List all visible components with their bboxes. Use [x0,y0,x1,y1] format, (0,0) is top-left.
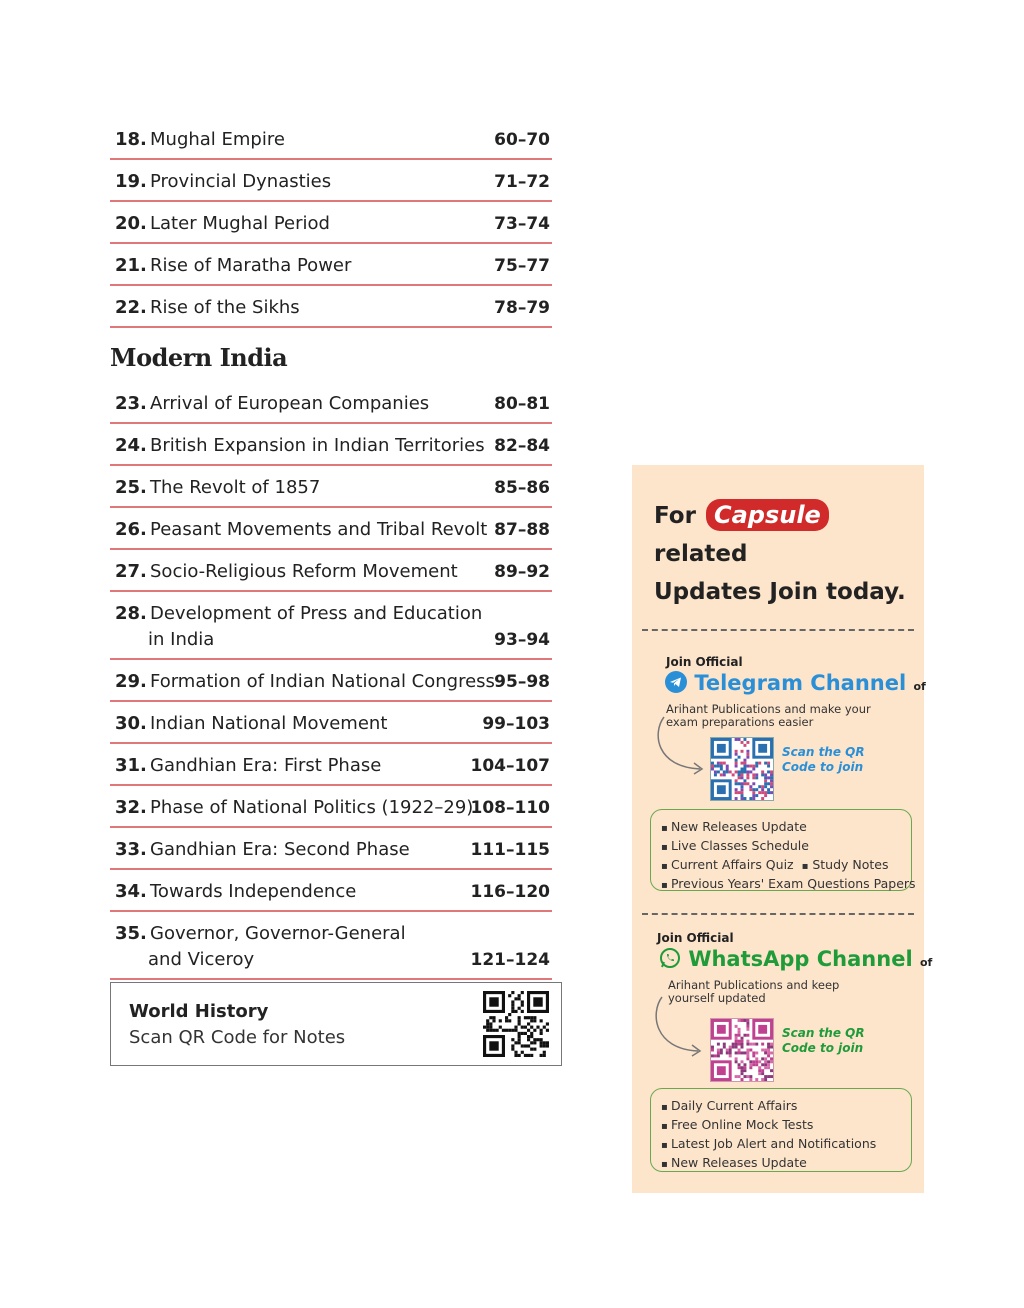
list-item: ▪ Daily Current Affairs [661,1097,905,1116]
whatsapp-of: of [919,956,933,969]
toc-row[interactable] [110,246,552,286]
toc-row[interactable] [110,914,552,980]
chapter-number: 23. [115,393,147,414]
page-range: 87–88 [494,520,550,540]
promo-panel [632,465,933,1193]
page-range: 80–81 [494,394,550,414]
chapter-number: 29. [115,671,147,692]
toc-row[interactable] [110,704,552,744]
telegram-desc: Arihant Publications and make your exam preparations easier [666,702,871,729]
whatsapp-qr-icon[interactable] [710,1018,774,1082]
whatsapp-desc: Arihant Publications and keep yourself updated [668,978,840,1005]
whatsapp-channel-name: WhatsApp Channel [688,947,913,971]
chapter-title: Mughal Empire [150,129,285,150]
telegram-channel-title[interactable] [665,671,926,695]
telegram-channel-name: Telegram Channel [694,671,907,695]
promo-related: related [654,541,748,567]
page-range: 78–79 [494,298,550,318]
list-item: ▪ New Releases Update [661,1154,905,1173]
list-item: ▪ Free Online Mock Tests [661,1116,905,1135]
toc-row[interactable] [110,468,552,508]
page-range: 85–86 [494,478,550,498]
chapter-number: 18. [115,129,147,150]
chapter-number: 24. [115,435,147,456]
chapter-number: 26. [115,519,147,540]
list-item: ▪ New Releases Update [661,818,905,837]
chapter-title: Arrival of European Companies [150,393,430,414]
chapter-number: 27. [115,561,147,582]
toc-row[interactable] [110,746,552,786]
chapter-title: Later Mughal Period [150,213,330,234]
chapter-title: British Expansion in Indian Territories [150,435,485,456]
chapter-number: 25. [115,477,147,498]
chapter-title: Peasant Movements and Tribal Revolt [150,519,488,540]
telegram-icon [665,671,687,693]
telegram-scan-line2: Code to join [782,760,864,774]
chapter-title: Towards Independence [150,881,357,902]
divider [642,629,914,631]
telegram-of: of [913,680,926,693]
chapter-number: 22. [115,297,147,318]
chapter-number: 35. [115,923,147,944]
promo-headline [654,497,924,611]
toc-row[interactable] [110,788,552,828]
page-range: 116–120 [470,882,550,902]
chapter-number: 28. [115,603,147,624]
chapter-title: Socio-Religious Reform Movement [150,561,458,582]
chapter-title: Development of Press and Education [150,603,483,624]
whatsapp-icon [659,947,681,969]
chapter-title: Governor, Governor-General [150,923,406,944]
promo-for: For [654,503,696,529]
toc-row[interactable] [110,288,552,328]
toc-row[interactable] [110,872,552,912]
chapter-number: 30. [115,713,147,734]
curved-arrow-icon [650,995,706,1059]
capsule-logo: Capsule [706,499,829,531]
whatsapp-join-label: Join Official [657,931,734,945]
world-history-subtitle: Scan QR Code for Notes [129,1027,346,1048]
toc-row[interactable] [110,510,552,550]
page-range: 104–107 [470,756,550,776]
chapter-title-continued: in India [148,629,215,650]
list-item: ▪ Current Affairs Quiz ▪ Study Notes [661,856,905,875]
world-history-box [110,982,562,1066]
curved-arrow-icon [652,715,708,777]
page-range: 60–70 [494,130,550,150]
page-range: 75–77 [494,256,550,276]
chapter-number: 32. [115,797,147,818]
chapter-number: 31. [115,755,147,776]
chapter-number: 20. [115,213,147,234]
page-range: 99–103 [482,714,550,734]
toc-group-modern [110,384,552,980]
page-range: 108–110 [470,798,550,818]
chapter-title: Rise of the Sikhs [150,297,300,318]
list-item-text: Study Notes [812,857,889,872]
chapter-number: 33. [115,839,147,860]
chapter-number: 21. [115,255,147,276]
whatsapp-scan-text [782,1026,865,1056]
list-item-text: Current Affairs Quiz [670,857,794,872]
page-range: 93–94 [494,630,550,650]
list-item: ▪ Previous Years' Exam Questions Papers [661,875,905,894]
toc-row[interactable] [110,594,552,660]
world-history-title: World History [129,1001,269,1022]
toc-row[interactable] [110,426,552,466]
telegram-qr-icon[interactable] [710,737,774,801]
toc-row[interactable] [110,384,552,424]
chapter-title: Formation of Indian National Congress [150,671,495,692]
telegram-scan-text [782,745,865,775]
page-range: 111–115 [470,840,550,860]
qr-code-icon[interactable] [483,991,549,1057]
divider [642,913,914,915]
chapter-title: The Revolt of 1857 [150,477,321,498]
page-range: 95–98 [494,672,550,692]
toc-row[interactable] [110,552,552,592]
telegram-join-label: Join Official [666,655,743,669]
page-range: 71–72 [494,172,550,192]
chapter-title-continued: and Viceroy [148,949,255,970]
toc-group-medieval [110,120,552,328]
chapter-title: Provincial Dynasties [150,171,332,192]
whatsapp-channel-title[interactable] [659,947,932,971]
chapter-title: Rise of Maratha Power [150,255,352,276]
whatsapp-scan-line1: Scan the QR [782,1026,865,1040]
telegram-features [650,809,916,891]
page-range: 73–74 [494,214,550,234]
whatsapp-features [650,1088,912,1172]
toc-row[interactable] [110,662,552,702]
toc-row[interactable] [110,120,552,160]
chapter-title: Phase of National Politics (1922–29) [150,797,474,818]
chapter-title: Indian National Movement [150,713,388,734]
chapter-title: Gandhian Era: First Phase [150,755,382,776]
telegram-scan-line1: Scan the QR [782,745,865,759]
section-title: Modern India [110,343,288,372]
page-range: 82–84 [494,436,550,456]
toc-row[interactable] [110,162,552,202]
page-range: 121–124 [470,950,550,970]
whatsapp-scan-line2: Code to join [782,1041,864,1055]
page-range: 89–92 [494,562,550,582]
table-of-contents [110,120,552,982]
list-item: ▪ Live Classes Schedule [661,837,905,856]
promo-line2: Updates Join today. [654,579,906,605]
chapter-number: 19. [115,171,147,192]
chapter-title: Gandhian Era: Second Phase [150,839,410,860]
toc-row[interactable] [110,204,552,244]
toc-row[interactable] [110,830,552,870]
list-item: ▪ Latest Job Alert and Notifications [661,1135,905,1154]
chapter-number: 34. [115,881,147,902]
